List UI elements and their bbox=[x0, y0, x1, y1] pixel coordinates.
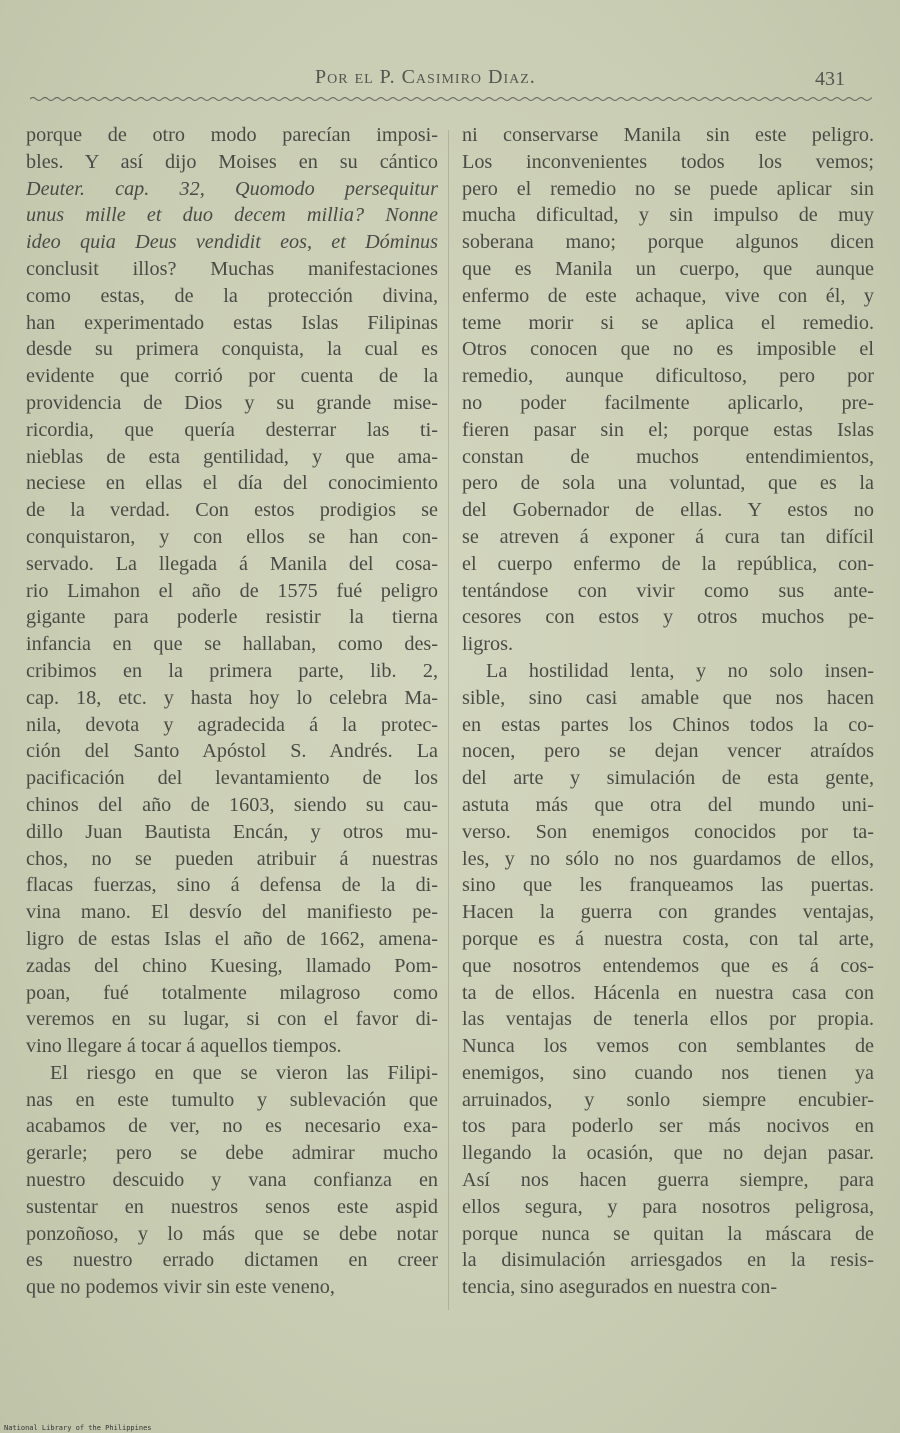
text-line: tos para poderlo ser más nocivos en bbox=[462, 1115, 874, 1138]
text-line: porque es á nuestra costa, con tal arte, bbox=[462, 927, 874, 950]
text-line: nila, devota y agradecida á la protec- bbox=[26, 713, 438, 736]
text-line: fieren pasar sin el; porque estas Islas bbox=[462, 418, 874, 441]
text-line: nocen, pero se dejan vencer atraídos bbox=[462, 740, 874, 763]
text-line: del arte y simulación de esta gente, bbox=[462, 767, 874, 790]
text-line: flacas fuerzas, sino á defensa de la di- bbox=[26, 874, 438, 897]
text-line: ción del Santo Apóstol S. Andrés. La bbox=[26, 740, 438, 763]
text-line: soberana mano; porque algunos dicen bbox=[462, 231, 874, 254]
text-line: ni conservarse Manila sin este peligro. bbox=[462, 124, 874, 146]
text-line: tencia, sino asegurados en nuestra con- bbox=[462, 1276, 778, 1299]
text-line: ellos segura, y para nosotros peligrosa, bbox=[462, 1195, 874, 1218]
library-credit: National Library of the Philippines bbox=[4, 1424, 152, 1432]
text-line: nas en este tumulto y sublevación que bbox=[26, 1088, 438, 1111]
text-line: se atreven á exponer á cura tan difícil bbox=[462, 525, 874, 548]
text-line: Los inconvenientes todos los vemos; bbox=[462, 150, 874, 173]
text-line: porque de otro modo parecían imposi- bbox=[26, 124, 438, 146]
running-title: Por el P. Casimiro Diaz. bbox=[315, 66, 536, 88]
text-line: sible, sino casi amable que nos hacen bbox=[462, 686, 874, 709]
text-line: neciese en ellas el día del conocimiento bbox=[26, 472, 438, 495]
text-line: vino llegare á tocar á aquellos tiempos. bbox=[26, 1035, 342, 1058]
text-line: acabamos de ver, no es necesario exa- bbox=[26, 1115, 438, 1138]
running-head bbox=[0, 66, 900, 96]
text-line: cesores con estos y otros muchos pe- bbox=[462, 606, 874, 629]
text-line: pacificación del levantamiento de los bbox=[26, 767, 438, 790]
page-number: 431 bbox=[815, 68, 845, 90]
text-line: ligros. bbox=[462, 633, 514, 656]
text-line: sustentar en nuestros senos este aspid bbox=[26, 1195, 438, 1218]
text-line: chos, no se pueden atribuir á nuestras bbox=[26, 847, 438, 870]
text-line: ta de ellos. Hácenla en nuestra casa con bbox=[462, 981, 874, 1004]
text-line: enfermo de este achaque, vive con él, y bbox=[462, 284, 874, 307]
text-line: servado. La llegada á Manila del cosa- bbox=[26, 552, 438, 575]
text-line: porque nunca se quitan la máscara de bbox=[462, 1222, 874, 1245]
text-line: La hostilidad lenta, y no solo insen- bbox=[486, 659, 874, 682]
text-line: conquistaron, y con ellos se han con- bbox=[26, 525, 438, 548]
text-line: nuestro descuido y vana confianza en bbox=[26, 1169, 438, 1192]
text-line: ligro de estas Islas el año de 1662, amena- bbox=[26, 927, 438, 950]
text-line: Nunca los vemos con semblantes de bbox=[462, 1035, 874, 1058]
text-line: Así nos hacen guerra siempre, para bbox=[462, 1169, 874, 1192]
text-line: llegando la ocasión, que no dejan pasar. bbox=[462, 1142, 874, 1165]
text-line: astuta más que otra del mundo uni- bbox=[462, 793, 874, 816]
text-line: sino que les franqueamos las puertas. bbox=[462, 874, 874, 897]
text-line: pero de sola una voluntad, que es la bbox=[462, 472, 874, 495]
text-line: han experimentado estas Islas Filipinas bbox=[26, 311, 438, 334]
text-line: evidente que corrió por cuenta de la bbox=[26, 365, 438, 388]
text-line: del Gobernador de ellas. Y estos no bbox=[462, 499, 874, 522]
text-line: les, y no sólo no nos guardamos de ellos, bbox=[462, 847, 874, 870]
column-divider bbox=[448, 130, 449, 1310]
text-line: El riesgo en que se vieron las Filipi- bbox=[50, 1061, 438, 1084]
text-line: las ventajas de tenerla ellos por propia. bbox=[462, 1008, 874, 1031]
text-line: gigante para poderle resistir la tierna bbox=[26, 606, 438, 629]
text-line: gerarle; pero se debe admirar mucho bbox=[26, 1142, 438, 1165]
text-line: cap. 18, etc. y hasta hoy lo celebra Ma- bbox=[26, 686, 438, 709]
text-line: conclusit illos? Muchas manifestaciones bbox=[26, 257, 438, 280]
text-line: rio Limahon el año de 1575 fué peligro bbox=[26, 579, 438, 602]
text-line: constan de muchos entendimientos, bbox=[462, 445, 874, 468]
text-line: mucha dificultad, y sin impulso de muy bbox=[462, 204, 874, 227]
text-line: que no podemos vivir sin este veneno, bbox=[26, 1276, 335, 1299]
text-line: bles. Y así dijo Moises en su cántico bbox=[26, 150, 438, 173]
text-line: teme morir si se aplica el remedio. bbox=[462, 311, 874, 334]
text-line: pero el remedio no se puede aplicar sin bbox=[462, 177, 874, 200]
text-line: Hacen la guerra con grandes ventajas, bbox=[462, 901, 874, 924]
text-line: de la verdad. Con estos prodigios se bbox=[26, 499, 438, 522]
text-line: infancia en que se hallaban, como des- bbox=[26, 633, 438, 656]
text-line: nieblas de esta gentilidad, y que ama- bbox=[26, 445, 438, 468]
left-column bbox=[26, 122, 438, 1301]
text-line: desde su primera conquista, la cual es bbox=[26, 338, 438, 361]
text-line: dillo Juan Bautista Encán, y otros mu- bbox=[26, 820, 438, 843]
text-line: que nosotros entendemos que es á cos- bbox=[462, 954, 874, 977]
text-line: como estas, de la protección divina, bbox=[26, 284, 438, 307]
text-line: arruinados, y sonlo siempre encubier- bbox=[462, 1088, 874, 1111]
text-line: ricordia, que quería desterrar las ti- bbox=[26, 418, 438, 441]
text-line: remedio, aunque dificultoso, pero por bbox=[462, 365, 874, 388]
text-line: providencia de Dios y su grande mise- bbox=[26, 391, 438, 414]
text-line: Deuter. cap. 32, Quomodo persequitur bbox=[26, 177, 438, 200]
text-line: ponzoñoso, y lo más que se debe notar bbox=[26, 1222, 438, 1245]
text-line: verso. Son enemigos conocidos por ta- bbox=[462, 820, 874, 843]
text-line: chinos del año de 1603, siendo su cau- bbox=[26, 793, 438, 816]
text-line: ideo quia Deus vendidit eos, et Dóminus bbox=[26, 231, 438, 254]
text-line: el cuerpo enfermo de la república, con- bbox=[462, 552, 874, 575]
text-line: no poder facilmente aplicarlo, pre- bbox=[462, 391, 874, 414]
text-line: zadas del chino Kuesing, llamado Pom- bbox=[26, 954, 438, 977]
text-line: tentándose con vivir como sus ante- bbox=[462, 579, 874, 602]
text-line: enemigos, sino cuando nos tienen ya bbox=[462, 1061, 874, 1084]
text-line: en estas partes los Chinos todos la co- bbox=[462, 713, 874, 736]
header-wavy-rule bbox=[30, 95, 872, 103]
right-column bbox=[462, 122, 874, 1301]
text-line: unus mille et duo decem millia? Nonne bbox=[26, 204, 438, 227]
text-line: la disimulación arriesgados en la resis- bbox=[462, 1249, 874, 1272]
text-line: es nuestro errado dictamen en creer bbox=[26, 1249, 438, 1272]
text-line: que es Manila un cuerpo, que aunque bbox=[462, 257, 874, 280]
text-line: Otros conocen que no es imposible el bbox=[462, 338, 874, 361]
text-line: poan, fué totalmente milagroso como bbox=[26, 981, 438, 1004]
text-line: cribimos en la primera parte, lib. 2, bbox=[26, 659, 438, 682]
text-line: vina mano. El desvío del manifiesto pe- bbox=[26, 901, 438, 924]
text-line: veremos en su lugar, si con el favor di- bbox=[26, 1008, 438, 1031]
